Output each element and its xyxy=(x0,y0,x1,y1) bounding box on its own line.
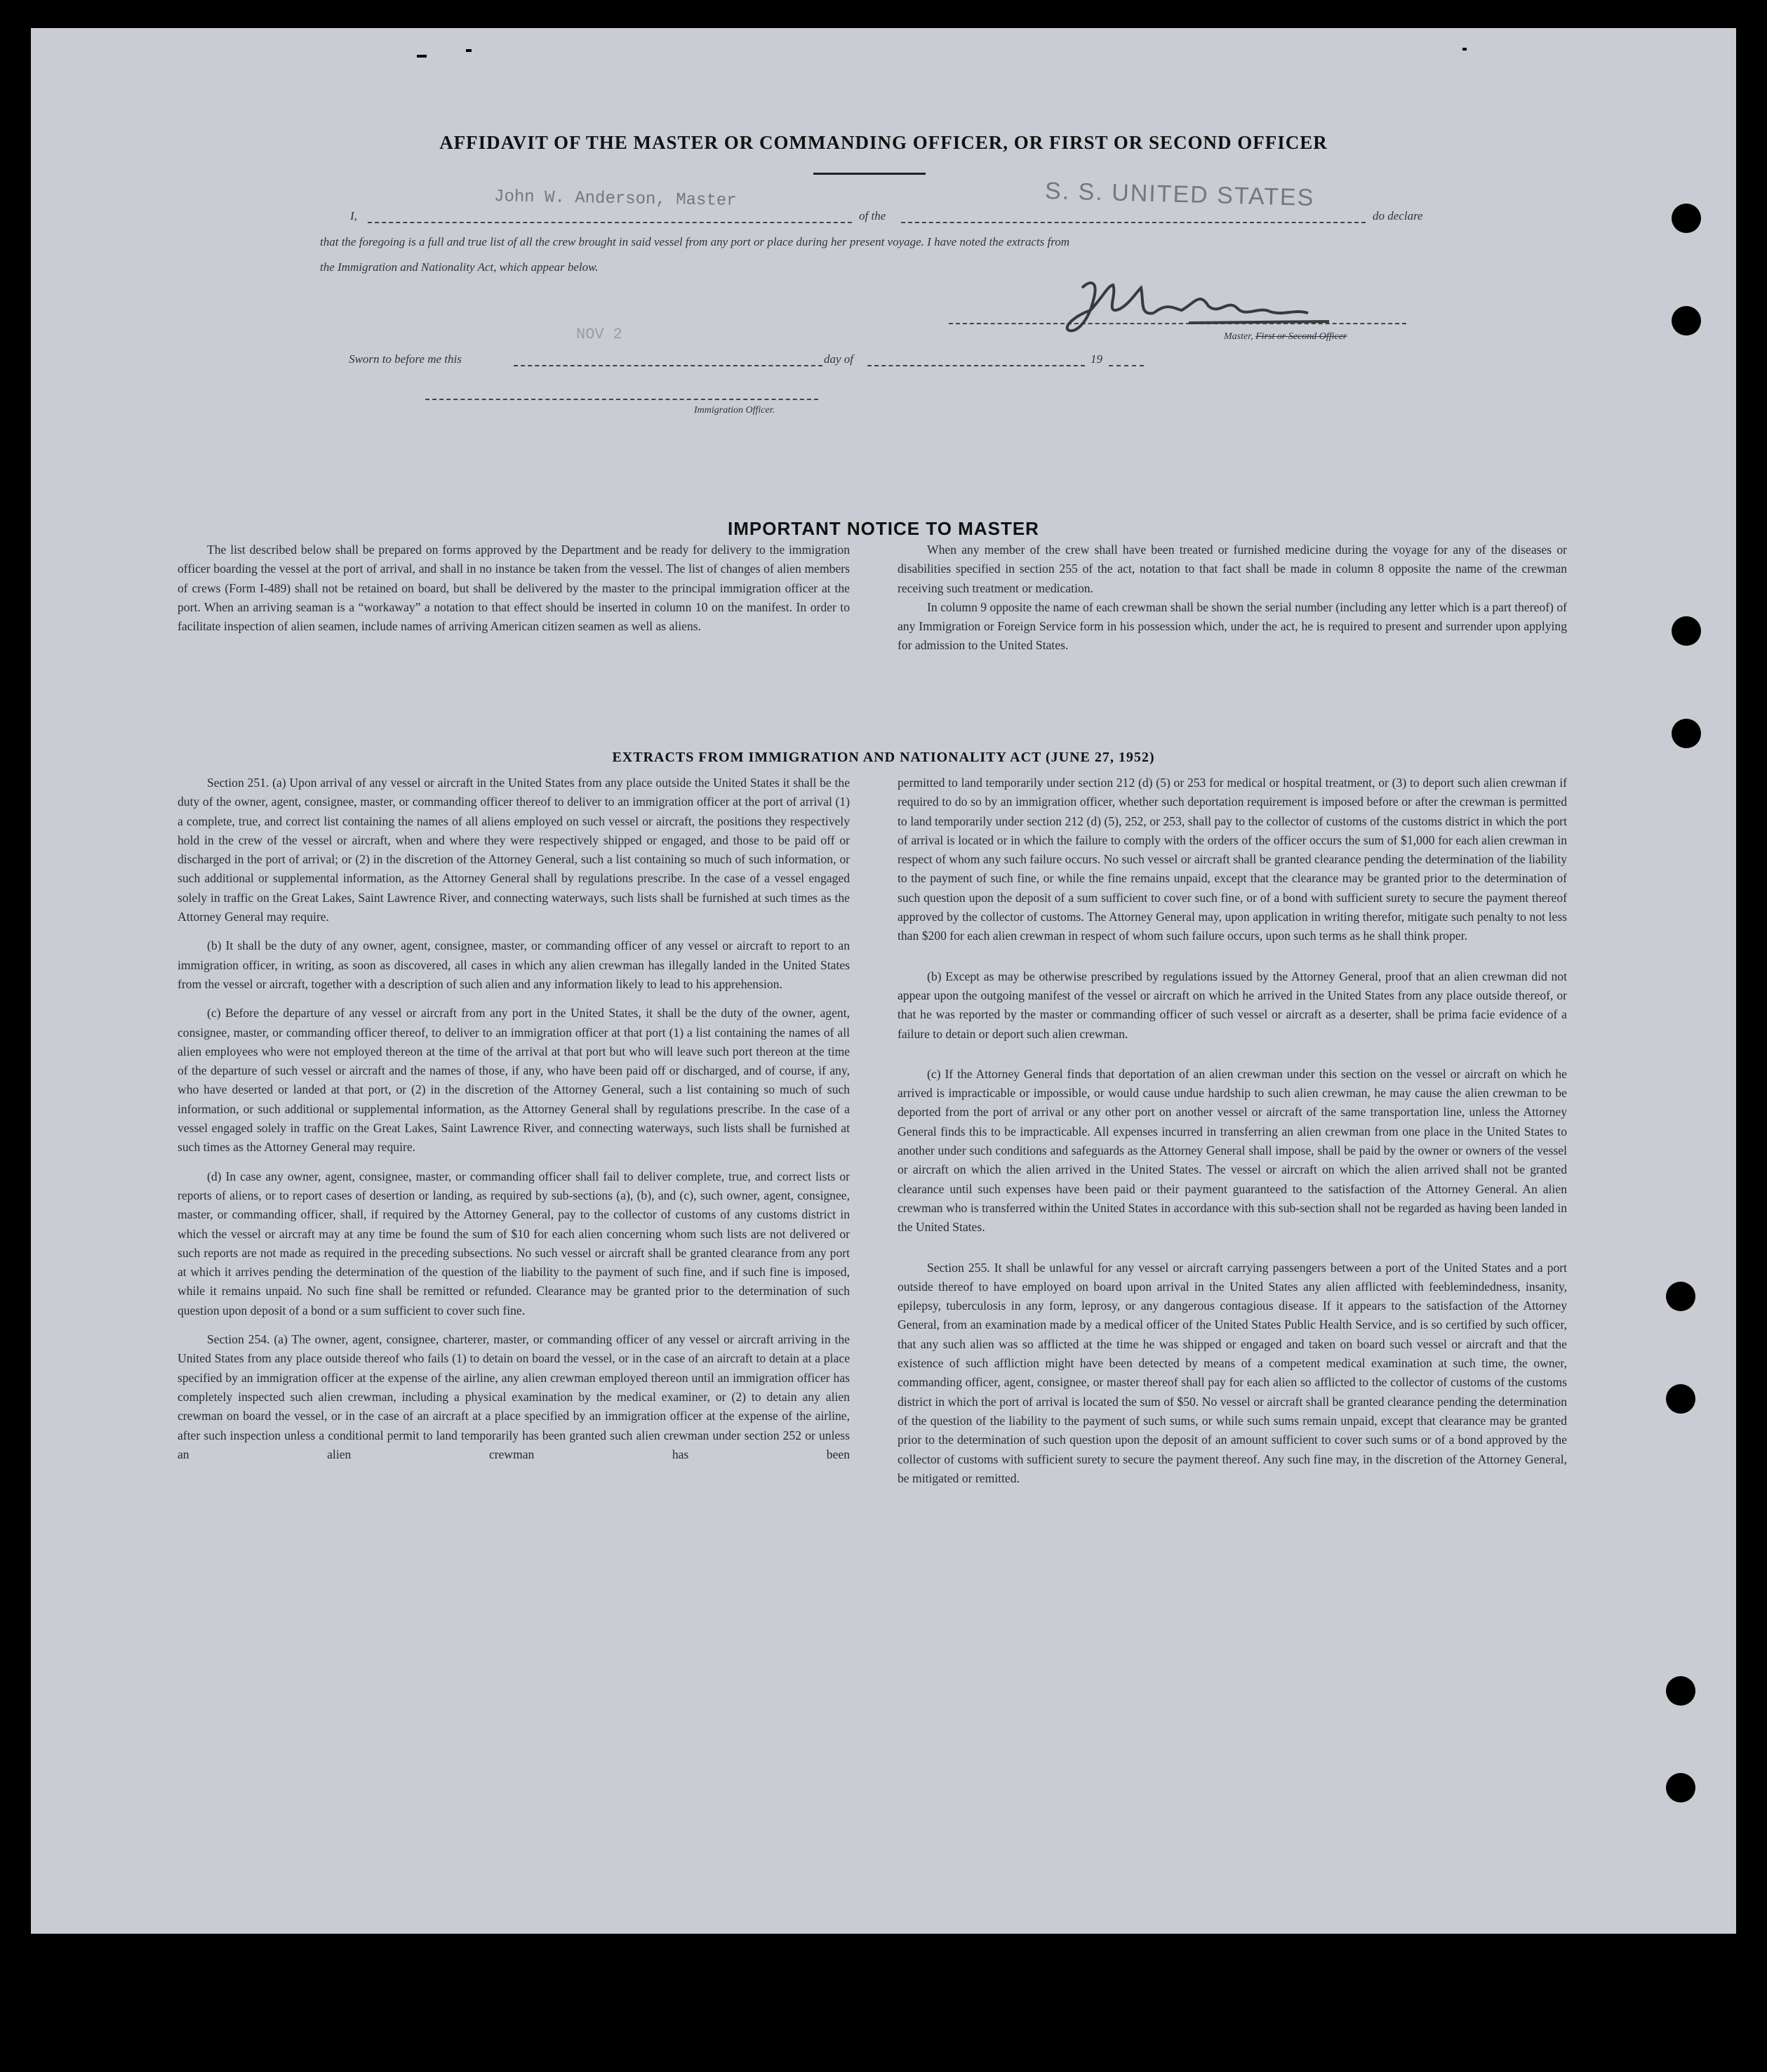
section-251-c: (c) Before the departure of any vessel or aircraft from any port in the United States, it shall be the duty of the owner, agent, consignee, master, or commanding officer thereof, to deliver to an immigration officer at that port (1) a list containing the names of all alien employees who were not employed thereon at the time of the arrival at that port but who will leave such port thereon at the time of the departure of such vessel or aircraft and the names of those, if any, who have been paid off or discharged, and of course, if any, who have deserted or landed at that port, or (2) in the discretion of the Attorney General, such a list containing so much of such information, or such additional or supplemental information, as the Attorney General shall by regulations prescribe. In the case of a vessel engaged solely in traffic on the Great Lakes, Saint Lawrence River, and connecting waterways, such lists shall be furnished at such times as the Attorney General may require. xyxy=(178,1006,850,1155)
notice-right-column xyxy=(898,540,1567,656)
title-rule xyxy=(813,173,926,175)
punch-hole xyxy=(1672,306,1701,336)
punch-hole xyxy=(1666,1676,1695,1706)
sworn-prefix: Sworn to before me this xyxy=(349,352,462,366)
punch-hole xyxy=(1666,1773,1695,1802)
section-251-b: (b) It shall be the duty of any owner, agent, consignee, master, or commanding officer of any vessel or aircraft to report to an immigration officer, in writing, as soon as discovered, all cases in which any alien crewman has illegally landed in the United States from the vessel or aircraft, together with a description of such alien and any information likely to lead to his apprehension. xyxy=(178,938,850,991)
sworn-month-line xyxy=(867,365,1085,366)
scan-mark xyxy=(466,49,472,52)
section-254-a-continued: permitted to land temporarily under section 212 (d) (5) or 253 for medical or hospital treatment, or (3) to deport such alien crewman if required to do so by an immigration officer, whether such deportation requirement is imposed before or after the crewman is permitted to land temporarily under section 212 (d) (5), 252, or 253, shall pay to the collector of customs of the customs district in which the port of arrival is located or in which the failure to comply with the orders of the officer occurs the sum of $1,000 for each alien crewman in respect of whom any such failure occurs. No such vessel or aircraft shall be granted clearance pending the determination of the liability to the payment of such fine, or while the fine remains unpaid, except that the clearance may be granted prior to the determination of such question upon the deposit of a sum sufficient to cover such fine, or of a bond with sufficient surety to secure the payment thereof approved by the collector of customs. The Attorney General may, upon application in writing therefor, mitigate such penalty to not less than $200 for each alien crewman in respect of whom such failure occurs, upon such terms as he shall think proper. xyxy=(898,776,1567,943)
punch-hole xyxy=(1672,204,1701,233)
typed-master-name: John W. Anderson, Master xyxy=(493,187,737,211)
officer-label: Immigration Officer. xyxy=(694,405,775,416)
section-251-a: Section 251. (a) Upon arrival of any vessel or aircraft in the United States from any place outside the United States it shall be the duty of the owner, agent, consignee, master, or commanding officer thereof to deliver to an immigration officer at the port of arrival (1) a complete, true, and correct list containing the names of all aliens employed on such vessel or aircraft, the positions they respectively hold in the crew of the vessel or aircraft, when and where they were respectively shipped or engaged, and those to be paid off or discharged in the port of arrival; or (2) in the discretion of the Attorney General, such a list containing so much of such information, or such additional or supplemental information, as the Attorney General shall by regulations prescribe. In the case of a vessel engaged solely in traffic on the Great Lakes, Saint Lawrence River, and connecting waterways, such lists shall be furnished at such times as the Attorney General may require. xyxy=(178,776,850,924)
name-line xyxy=(368,222,852,223)
declaration-line-3: the Immigration and Nationality Act, which appear below. xyxy=(320,260,599,274)
do-declare-label: do declare xyxy=(1373,209,1423,223)
scan-mark xyxy=(1462,48,1467,51)
punch-hole xyxy=(1672,616,1701,646)
punch-hole xyxy=(1666,1384,1695,1414)
affidavit-title: AFFIDAVIT OF THE MASTER OR COMMANDING OFFICER, OR FIRST OR SECOND OFFICER xyxy=(439,132,1328,153)
year-prefix: 19 xyxy=(1091,352,1102,366)
master-label xyxy=(1224,331,1347,343)
struck-officer-title: First or Second Officer xyxy=(1255,331,1347,342)
notice-right-paragraph-2: In column 9 opposite the name of each crewman shall be shown the serial number (including any letter which is a part thereof) of any Immigration or Foreign Service form in his possession which, under the act, he is required to present and surrender upon applying for admission to the United States. xyxy=(898,599,1567,653)
vessel-stamp: S. S. UNITED STATES xyxy=(1044,177,1315,212)
section-254-b: (b) Except as may be otherwise prescribed by regulations issued by the Attorney General, proof that an alien crewman did not appear upon the outgoing manifest of the vessel or aircraft on which he arrived in the United States from any place outside thereof, or that he was reported by the master or commanding officer of such vessel or aircraft as a deserter, shall be prima facie evidence of a failure to detain or deport such alien crewman. xyxy=(898,969,1567,1041)
punch-hole xyxy=(1666,1282,1695,1311)
notice-left-paragraph: The list described below shall be prepared on forms approved by the Department and be ready for delivery to the immigration officer boarding the vessel at the port of arrival, and shall in no instance be taken from the vessel. The list of changes of alien members of crews (Form I-489) shall not be retained on board, but shall be delivered by the master to the principal immigration officer at the port. When an arriving seaman is a “workaway” a notation to that effect should be inserted in column 10 on the manifest. In order to facilitate inspection of alien seamen, include names of arriving American citizen seamen as well as aliens. xyxy=(178,543,850,634)
scan-mark xyxy=(417,55,427,58)
document-page xyxy=(31,28,1736,1934)
declaration-line-2: that the foregoing is a full and true list of all the crew brought in said vessel from any port or place during her present voyage. I have noted the extracts from xyxy=(320,235,1070,248)
of-the-label: of the xyxy=(859,209,886,223)
officer-signature-line xyxy=(425,399,818,400)
section-255: Section 255. It shall be unlawful for any vessel or aircraft carrying passengers between a port of the United States and a port outside thereof to have employed on board upon arrival in the United States any alien afflicted with feeblemindedness, insanity, epilepsy, tuberculosis in any form, leprosy, or any dangerous contagious disease. If it appears to the satisfaction of the Attorney General, from an examination made by a medical officer of the United States Public Health Service, and is so certified by such officer, that any such alien was so afflicted at the time he was shipped or engaged and taken on board such vessel or aircraft and that the existence of such affliction might have been detected by means of a competent medical examination at such time, the owner, commanding officer, agent, consignee, or master thereof shall pay for each alien so afflicted to the collector of customs of the customs district in which the port of arrival is located the sum of $50. No vessel or aircraft shall be granted clearance pending the determination of the question of the liability to the payment of such sums, or while such sums remain unpaid, except that clearance may be granted prior to the determination of such question upon the deposit of an amount sufficient to cover such sums or of a bond approved by the collector of customs with sufficient surety to secure the payment thereof. Any such fine may, in the discretion of the Attorney General, be mitigated or remitted. xyxy=(898,1260,1567,1485)
extracts-left-column xyxy=(178,773,850,1464)
notice-left-column xyxy=(178,540,850,636)
extracts-title: EXTRACTS FROM IMMIGRATION AND NATIONALITY ACT (JUNE 27, 1952) xyxy=(612,750,1155,765)
sworn-year-line xyxy=(1109,365,1144,366)
section-251-d: (d) In case any owner, agent, consignee, master, or commanding officer shall fail to deliver complete, true, and correct lists or reports of aliens, or to report cases of desertion or landing, as required by sub-sections (a), (b), and (c), such owner, agent, consignee, master, or commanding officer, shall, if required by the Attorney General, pay to the collector of customs of any customs district in which the vessel or aircraft may at any time be found the sum of $10 for each alien concerning whom such lists are not delivered or such reports are not made as required in the preceding subsections. No such vessel or aircraft shall be granted clearance from any port at which it arrives pending the determination of the question of the liability to the payment of such fine, and if such fine is imposed, while it remains unpaid. No such fine shall be remitted or refunded. Clearance may be granted prior to the determination of such question upon deposit of a bond or a sum sufficient to cover such fine. xyxy=(178,1169,850,1317)
day-of-label: day of xyxy=(824,352,854,366)
declaration-prefix: I, xyxy=(350,209,357,223)
punch-hole xyxy=(1672,719,1701,748)
notice-title: IMPORTANT NOTICE TO MASTER xyxy=(728,518,1039,539)
section-254-a: Section 254. (a) The owner, agent, consignee, charterer, master, or commanding officer of any vessel or aircraft arriving in the United States from any place outside thereof who fails (1) to detain on board the vessel, or in the case of an aircraft to detain at a place specified by an immigration officer at the expense of the airline, any alien crewman employed thereon until an immigration officer has completely inspected such alien crewman, including a physical examination by the medical examiner, or (2) to detain any alien crewman on board the vessel, or in the case of an aircraft at a place specified by an immigration officer at the expense of the airline, after such inspection unless a conditional permit to land temporarily has been granted such alien crewman under section 252 or unless an alien crewman has been xyxy=(178,1332,850,1461)
sworn-date-stamp: NOV 2 xyxy=(576,326,623,343)
sworn-day-line xyxy=(514,365,822,366)
master-title: Master, xyxy=(1224,331,1253,342)
extracts-right-column xyxy=(898,773,1567,1488)
section-254-c: (c) If the Attorney General finds that deportation of an alien crewman under this section on the vessel or aircraft on which he arrived is impracticable or impossible, or would cause undue hardship to such alien crewman, he may cause the alien crewman to be deported from the port of arrival or any other port on another vessel or aircraft of the same transportation line, unless the Attorney General finds this to be impracticable. All expenses incurred in transferring an alien crewman from one place in the United States to another under such conditions and safeguards as the Attorney General shall impose, shall be paid by the owner or owners of the vessel or aircraft on which the alien arrived in the United States. The vessel or aircraft on which the alien arrived shall not be granted clearance until such expenses have been paid or their payment guaranteed to the satisfaction of the Attorney General. An alien crewman who is transferred within the United States in accordance with this sub-section shall not be regarded as having been landed in the United States. xyxy=(898,1066,1567,1235)
vessel-line xyxy=(901,222,1366,223)
notice-right-paragraph-1: When any member of the crew shall have been treated or furnished medicine during the voyage for any of the diseases or disabilities specified in section 255 of the act, notation to that fact shall be made in column 8 opposite the name of the crewman receiving such treatment or medication. xyxy=(898,543,1567,595)
